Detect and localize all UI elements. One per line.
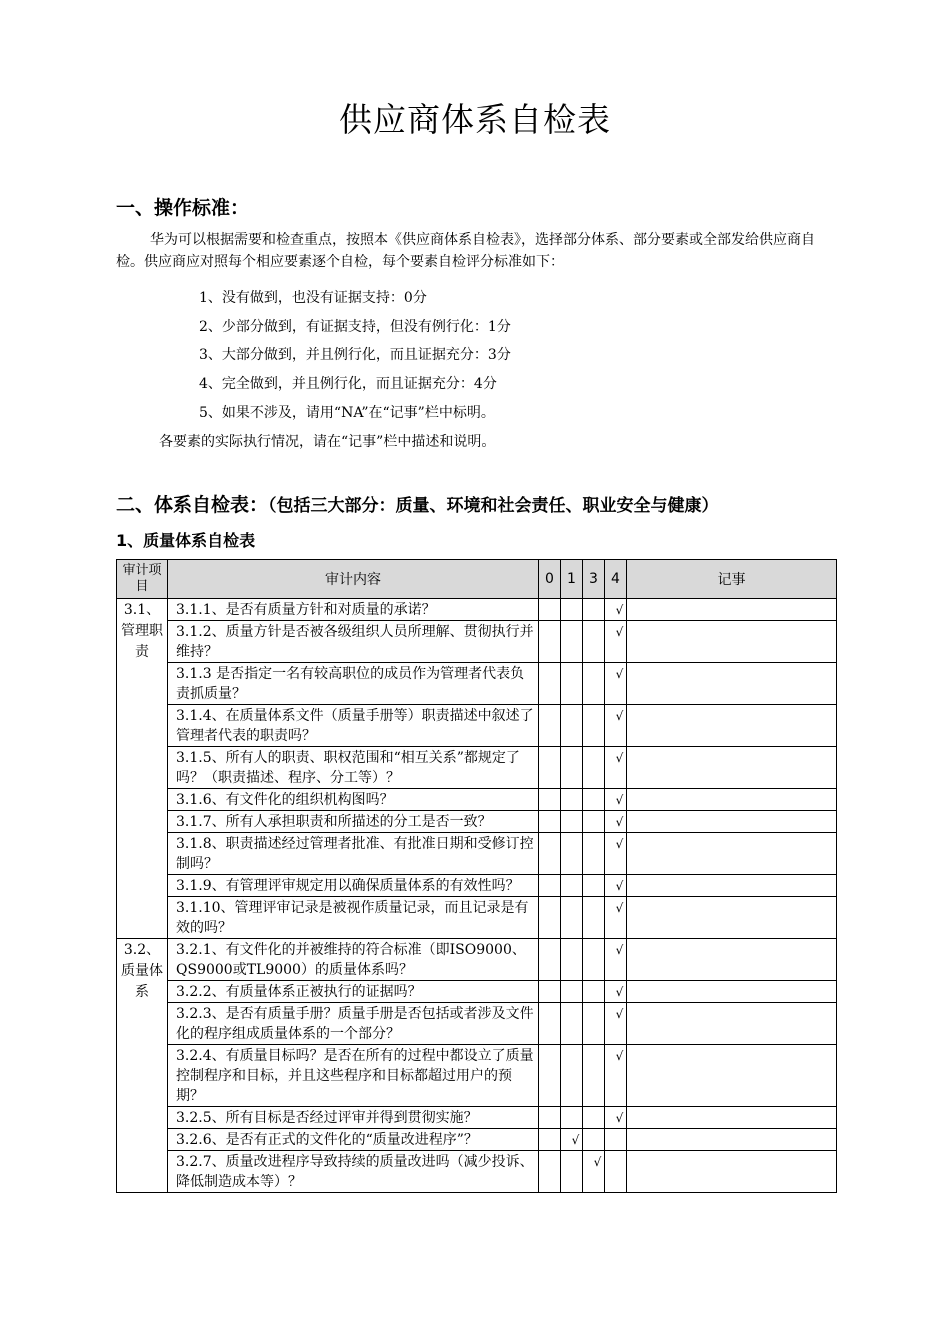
- score-4-cell[interactable]: [605, 897, 627, 939]
- audit-question-cell: 3.1.4、在质量体系文件（质量手册等）职责描述中叙述了管理者代表的职责吗？: [168, 705, 539, 747]
- notes-cell[interactable]: [627, 875, 837, 897]
- check-mark-icon: √: [615, 751, 624, 765]
- score-3-cell[interactable]: [583, 897, 605, 939]
- audit-question-cell: 3.2.7、质量改进程序导致持续的质量改进吗（减少投诉、降低制造成本等）？: [168, 1151, 539, 1193]
- check-mark-icon: √: [615, 625, 624, 639]
- score-3-cell[interactable]: [583, 663, 605, 705]
- score-3-cell[interactable]: [583, 981, 605, 1003]
- notes-cell[interactable]: [627, 1045, 837, 1107]
- score-0-cell[interactable]: [539, 1107, 561, 1129]
- check-mark-icon: √: [615, 901, 624, 915]
- page-title: 供应商体系自检表: [339, 100, 611, 139]
- section2-heading: [116, 490, 719, 517]
- table-header-row: [117, 560, 837, 599]
- notes-cell[interactable]: [627, 1107, 837, 1129]
- score-1-cell[interactable]: [561, 939, 583, 981]
- score-3-cell[interactable]: [583, 789, 605, 811]
- table-row: [117, 875, 837, 897]
- criteria-item: 3、大部分做到，并且例行化，而且证据充分：3分: [199, 347, 511, 363]
- check-mark-icon: √: [615, 603, 624, 617]
- score-4-cell[interactable]: [605, 705, 627, 747]
- notes-cell[interactable]: [627, 981, 837, 1003]
- check-mark-icon: √: [593, 1155, 602, 1169]
- audit-question-cell: 3.1.7、所有人承担职责和所描述的分工是否一致？: [168, 811, 539, 833]
- score-0-cell[interactable]: [539, 705, 561, 747]
- table-row: [117, 939, 837, 981]
- score-1-cell[interactable]: [561, 705, 583, 747]
- score-3-cell[interactable]: [583, 1045, 605, 1107]
- score-0-cell[interactable]: [539, 621, 561, 663]
- score-1-cell[interactable]: [561, 599, 583, 621]
- audit-question-cell: 3.2.5、所有目标是否经过评审并得到贯彻实施？: [168, 1107, 539, 1129]
- audit-question-cell: 3.2.6、是否有正式的文件化的“质量改进程序”？: [168, 1129, 539, 1151]
- audit-question-cell: 3.2.4、有质量目标吗？是否在所有的过程中都设立了质量控制程序和目标，并且这些程序和目标都超过用户的预期？: [168, 1045, 539, 1107]
- score-1-cell[interactable]: [561, 897, 583, 939]
- criteria-item: 5、如果不涉及，请用“NA”在“记事”栏中标明。: [199, 405, 495, 421]
- table-row: [117, 811, 837, 833]
- score-0-cell[interactable]: [539, 1151, 561, 1193]
- audit-project-cell: 3.2、质量体系: [117, 939, 168, 1193]
- audit-question-cell: 3.2.1、有文件化的并被维持的符合标准（即ISO9000、QS9000或TL9000）的质量体系吗？: [168, 939, 539, 981]
- score-0-cell[interactable]: [539, 663, 561, 705]
- notes-cell[interactable]: [627, 833, 837, 875]
- table-row: [117, 897, 837, 939]
- score-0-cell[interactable]: [539, 1003, 561, 1045]
- header-score-3: 3: [583, 560, 605, 599]
- score-1-cell[interactable]: [561, 1003, 583, 1045]
- notes-cell[interactable]: [627, 1003, 837, 1045]
- audit-project-cell: 3.1、管理职责: [117, 599, 168, 939]
- score-4-cell[interactable]: [605, 1107, 627, 1129]
- intro-paragraph: 华为可以根据需要和检查重点，按照本《供应商体系自检表》，选择部分体系、部分要素或全部发给供应商自检。供应商应对照每个相应要素逐个自检，每个要素自检评分标准如下：: [116, 232, 815, 270]
- score-1-cell[interactable]: [561, 747, 583, 789]
- score-4-cell[interactable]: [605, 981, 627, 1003]
- score-1-cell[interactable]: [561, 1151, 583, 1193]
- section2-heading-main: 二、体系自检表：: [116, 494, 269, 516]
- table-row: [117, 621, 837, 663]
- notes-cell[interactable]: [627, 705, 837, 747]
- notes-cell[interactable]: [627, 1151, 837, 1193]
- score-0-cell[interactable]: [539, 981, 561, 1003]
- check-mark-icon: √: [615, 1049, 624, 1063]
- audit-question-cell: 3.1.3 是否指定一名有较高职位的成员作为管理者代表负责抓质量？: [168, 663, 539, 705]
- header-score-1: 1: [561, 560, 583, 599]
- score-3-cell[interactable]: [583, 811, 605, 833]
- check-mark-icon: √: [615, 837, 624, 851]
- score-0-cell[interactable]: [539, 875, 561, 897]
- score-4-cell[interactable]: [605, 811, 627, 833]
- criteria-item: 4、完全做到，并且例行化，而且证据充分：4分: [199, 376, 497, 392]
- score-3-cell[interactable]: [583, 621, 605, 663]
- score-0-cell[interactable]: [539, 833, 561, 875]
- criteria-item: 2、少部分做到，有证据支持，但没有例行化：1分: [199, 319, 511, 335]
- score-0-cell[interactable]: [539, 789, 561, 811]
- score-0-cell[interactable]: [539, 811, 561, 833]
- table-row: [117, 1045, 837, 1107]
- table-row: [117, 833, 837, 875]
- check-mark-icon: √: [615, 985, 624, 999]
- score-3-cell[interactable]: [583, 1107, 605, 1129]
- score-4-cell[interactable]: [605, 747, 627, 789]
- score-0-cell[interactable]: [539, 747, 561, 789]
- score-3-cell[interactable]: [583, 939, 605, 981]
- notes-cell[interactable]: [627, 1129, 837, 1151]
- score-3-cell[interactable]: [583, 1151, 605, 1193]
- notes-cell[interactable]: [627, 663, 837, 705]
- score-3-cell[interactable]: [583, 705, 605, 747]
- header-notes: 记事: [627, 560, 837, 599]
- score-3-cell[interactable]: [583, 1129, 605, 1151]
- section2-heading-note: （包括三大部分：质量、环境和社会责任、职业安全与健康）: [268, 496, 719, 516]
- table-row: [117, 747, 837, 789]
- quality-subheading: 1、质量体系自检表: [116, 531, 256, 550]
- header-project: 审计项目: [117, 560, 168, 599]
- table-row: [117, 599, 837, 621]
- table-row: [117, 1107, 837, 1129]
- notes-cell[interactable]: [627, 599, 837, 621]
- check-mark-icon: √: [615, 793, 624, 807]
- score-4-cell[interactable]: [605, 1129, 627, 1151]
- audit-question-cell: 3.1.2、质量方针是否被各级组织人员所理解、贯彻执行并维持？: [168, 621, 539, 663]
- score-4-cell[interactable]: [605, 663, 627, 705]
- score-4-cell[interactable]: [605, 621, 627, 663]
- score-4-cell[interactable]: [605, 599, 627, 621]
- score-4-cell[interactable]: [605, 939, 627, 981]
- score-1-cell[interactable]: [561, 621, 583, 663]
- notes-cell[interactable]: [627, 621, 837, 663]
- audit-question-cell: 3.1.8、职责描述经过管理者批准、有批准日期和受修订控制吗？: [168, 833, 539, 875]
- check-mark-icon: √: [615, 1111, 624, 1125]
- quality-audit-table: [116, 559, 837, 1193]
- table-row: [117, 1003, 837, 1045]
- audit-question-cell: 3.1.1、是否有质量方针和对质量的承诺？: [168, 599, 539, 621]
- score-1-cell[interactable]: [561, 833, 583, 875]
- notes-cell[interactable]: [627, 789, 837, 811]
- score-4-cell[interactable]: [605, 1045, 627, 1107]
- score-1-cell[interactable]: [561, 663, 583, 705]
- score-1-cell[interactable]: [561, 789, 583, 811]
- audit-question-cell: 3.1.5、所有人的职责、职权范围和“相互关系”都规定了吗？（职责描述、程序、分工等）？: [168, 747, 539, 789]
- check-mark-icon: √: [615, 879, 624, 893]
- closing-note: 各要素的实际执行情况，请在“记事”栏中描述和说明。: [159, 434, 496, 450]
- check-mark-icon: √: [615, 1007, 624, 1021]
- score-4-cell[interactable]: [605, 1003, 627, 1045]
- check-mark-icon: √: [615, 815, 624, 829]
- header-content: 审计内容: [168, 560, 539, 599]
- score-4-cell[interactable]: [605, 875, 627, 897]
- audit-question-cell: 3.1.9、有管理评审规定用以确保质量体系的有效性吗？: [168, 875, 539, 897]
- check-mark-icon: √: [615, 709, 624, 723]
- table-row: [117, 1151, 837, 1193]
- header-score-4: 4: [605, 560, 627, 599]
- score-3-cell[interactable]: [583, 1003, 605, 1045]
- table-row: [117, 981, 837, 1003]
- score-1-cell[interactable]: [561, 1045, 583, 1107]
- score-0-cell[interactable]: [539, 599, 561, 621]
- notes-cell[interactable]: [627, 897, 837, 939]
- audit-question-cell: 3.1.10、管理评审记录是被视作质量记录，而且记录是有效的吗？: [168, 897, 539, 939]
- notes-cell[interactable]: [627, 811, 837, 833]
- audit-question-cell: 3.1.6、有文件化的组织机构图吗？: [168, 789, 539, 811]
- audit-question-cell: 3.2.3、是否有质量手册？质量手册是否包括或者涉及文件化的程序组成质量体系的一个部分？: [168, 1003, 539, 1045]
- header-score-0: 0: [539, 560, 561, 599]
- score-1-cell[interactable]: [561, 811, 583, 833]
- table-row: [117, 1129, 837, 1151]
- score-0-cell[interactable]: [539, 897, 561, 939]
- score-4-cell[interactable]: [605, 789, 627, 811]
- check-mark-icon: √: [615, 667, 624, 681]
- score-0-cell[interactable]: [539, 1045, 561, 1107]
- score-4-cell[interactable]: [605, 1151, 627, 1193]
- check-mark-icon: √: [571, 1133, 580, 1147]
- score-3-cell[interactable]: [583, 747, 605, 789]
- score-3-cell[interactable]: [583, 875, 605, 897]
- criteria-item: 1、没有做到，也没有证据支持：0分: [199, 290, 427, 306]
- score-1-cell[interactable]: [561, 875, 583, 897]
- table-row: [117, 789, 837, 811]
- score-4-cell[interactable]: [605, 833, 627, 875]
- section1-heading: 一、操作标准：: [116, 197, 250, 219]
- score-0-cell[interactable]: [539, 1129, 561, 1151]
- score-1-cell[interactable]: [561, 1107, 583, 1129]
- score-3-cell[interactable]: [583, 833, 605, 875]
- table-row: [117, 705, 837, 747]
- check-mark-icon: √: [615, 943, 624, 957]
- table-row: [117, 663, 837, 705]
- score-1-cell[interactable]: [561, 981, 583, 1003]
- audit-question-cell: 3.2.2、有质量体系正被执行的证据吗？: [168, 981, 539, 1003]
- notes-cell[interactable]: [627, 939, 837, 981]
- notes-cell[interactable]: [627, 747, 837, 789]
- score-1-cell[interactable]: [561, 1129, 583, 1151]
- score-3-cell[interactable]: [583, 599, 605, 621]
- score-0-cell[interactable]: [539, 939, 561, 981]
